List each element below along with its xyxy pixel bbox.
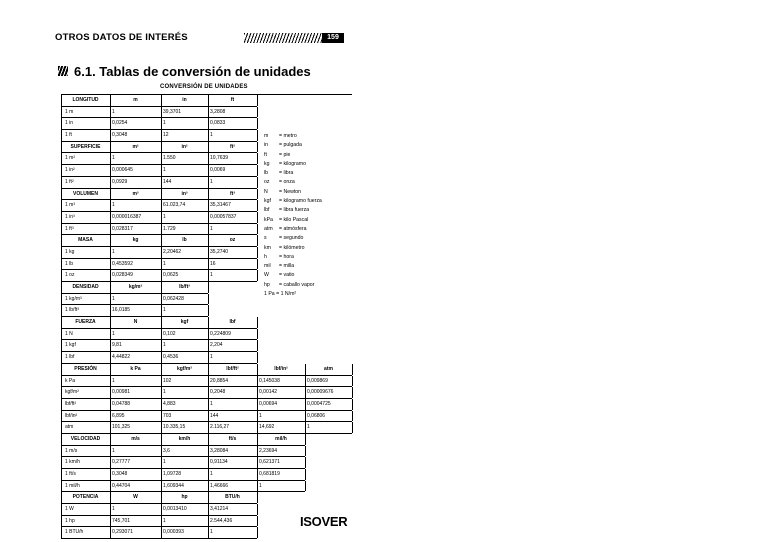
legend-definition: = pulgada	[279, 142, 302, 149]
cell-value: 0,3048	[112, 471, 128, 477]
table-row	[61, 481, 305, 493]
cell-value: 10,7639	[210, 155, 229, 162]
legend-abbr: kPa	[264, 216, 273, 223]
row-unit: 1 in³	[65, 213, 75, 220]
cell-value: 1	[112, 447, 115, 454]
legend-item	[264, 188, 322, 197]
block-label: SUPERFICIE	[70, 143, 101, 150]
cell-value: 0,00981	[112, 389, 131, 396]
legend-item	[264, 234, 322, 243]
cell-value: 0,0004725	[307, 400, 331, 407]
cell-value: 1	[112, 506, 115, 513]
table-row	[61, 130, 257, 142]
cell-value: 1	[163, 167, 166, 174]
cell-value: 3,28084	[210, 447, 229, 454]
cell-value: 0,000645	[112, 167, 133, 174]
legend-definition: = hora	[279, 253, 294, 260]
legend-abbr: km	[264, 244, 271, 251]
cell-value: 12	[163, 132, 169, 139]
block-label: DENSIDAD	[72, 284, 99, 290]
cell-value: 0,0833	[210, 120, 226, 127]
row-unit: 1 m²	[65, 155, 75, 162]
cell-value: 4,44822	[112, 354, 131, 361]
column-header: ft	[230, 97, 235, 103]
cell-value: 1	[210, 225, 213, 232]
cell-value: 0,0929	[112, 178, 128, 185]
cell-value: 0,0625	[163, 272, 179, 279]
cell-value: 0,91134	[210, 459, 228, 466]
cell-value: 0,453592	[112, 260, 133, 267]
column-header: kg	[132, 237, 139, 244]
table-row	[61, 200, 257, 212]
table-header-row	[61, 142, 257, 154]
cell-value: 1	[163, 517, 166, 524]
cell-value: 2.544,436	[210, 517, 233, 524]
cell-value: 1	[259, 482, 262, 489]
legend-abbr: atm	[264, 225, 273, 232]
table-row	[61, 527, 257, 539]
cell-value: 1.550	[163, 155, 176, 162]
legend-item	[264, 253, 322, 262]
legend-abbr: kgf	[264, 198, 271, 205]
legend-abbr: kg	[264, 160, 270, 167]
row-unit: atm	[65, 424, 74, 431]
block-label: VELOCIDAD	[70, 435, 101, 442]
block-label: MASA	[78, 237, 93, 244]
cell-value: 35,2740	[210, 248, 229, 255]
legend-abbr: N	[264, 188, 268, 195]
row-unit: 1 ft³	[65, 225, 74, 232]
column-header: in	[182, 97, 187, 103]
cell-value: 14,692	[259, 424, 275, 431]
column-header: N	[133, 319, 138, 326]
row-unit: 1 kg/m³	[65, 295, 82, 302]
cell-value: 1	[112, 155, 115, 162]
cell-value: 6,895	[112, 412, 125, 419]
table-row	[61, 212, 257, 224]
legend-item	[264, 160, 322, 169]
cell-value: 0,145038	[259, 377, 280, 384]
cell-value: 16,0185	[112, 307, 131, 314]
page-number: 159	[322, 33, 344, 43]
column-header: hp	[181, 494, 188, 501]
legend-abbr: lb	[264, 170, 269, 177]
column-header: BTU/h	[225, 494, 240, 501]
row-unit: 1 in	[65, 120, 74, 127]
legend-definition: = onza	[279, 179, 295, 186]
isover-logo: ISOVER	[300, 514, 348, 529]
column-header: oz	[229, 237, 236, 244]
legend-abbr: hp	[264, 281, 270, 288]
cell-value: 3,41214	[210, 506, 229, 513]
legend-abbr: 1 Pa = 1 N/m²	[264, 291, 297, 298]
cell-value: 1	[112, 295, 115, 302]
cell-value: 1	[112, 377, 115, 384]
cell-value: 1,609344	[163, 482, 184, 489]
legend-abbr: mil	[264, 263, 271, 270]
cell-value: 1	[210, 354, 213, 361]
legend-item	[264, 206, 322, 215]
column-header: lbf	[229, 319, 236, 326]
cell-value: 1	[163, 342, 166, 349]
legend-definition: = segundo	[279, 235, 304, 242]
column-header: ft²	[230, 143, 235, 150]
legend-definition: = libra fuerza	[279, 207, 310, 214]
legend-abbr: h	[264, 253, 267, 260]
cell-value: 1	[112, 330, 115, 337]
legend-item	[264, 216, 322, 225]
table-row	[61, 270, 257, 282]
table-row	[61, 504, 257, 516]
cell-value: 1	[210, 529, 213, 536]
row-unit: 1 BTU/h	[65, 529, 84, 536]
legend-abbr: oz	[264, 179, 270, 186]
legend-abbr: in	[264, 142, 269, 149]
column-header: lb/ft³	[179, 284, 190, 290]
column-header: W	[133, 494, 138, 501]
cell-value: 0,00009676	[307, 389, 334, 396]
header-title: OTROS DATOS DE INTERÉS	[55, 32, 188, 43]
table-row	[61, 516, 257, 528]
table-header-row	[61, 282, 208, 294]
row-unit: 1 km/h	[65, 459, 81, 466]
cell-value: 1	[210, 400, 213, 407]
cell-value: 3,6	[163, 447, 170, 454]
legend-item	[264, 271, 322, 280]
row-unit: lbf/in²	[65, 412, 78, 419]
row-unit: 1 lb/ft³	[65, 307, 79, 314]
legend-item	[264, 169, 322, 178]
table-row	[61, 457, 305, 469]
units-legend	[264, 132, 322, 299]
legend-item	[264, 281, 322, 290]
cell-value: 1	[163, 213, 166, 220]
table-row	[61, 329, 257, 341]
cell-value: 10.335,15	[163, 424, 186, 431]
cell-value: 0,06806	[307, 412, 326, 419]
cell-value: 0,009869	[307, 377, 328, 384]
legend-item	[264, 262, 322, 271]
block-label: LONGITUD	[72, 97, 99, 103]
column-header: in³	[181, 190, 188, 197]
row-unit: 1 ft/s	[65, 471, 76, 477]
cell-value: 4,883	[163, 400, 176, 407]
row-unit: 1 m³	[65, 202, 75, 209]
cell-value: 1	[210, 132, 213, 139]
table-row	[61, 469, 305, 481]
cell-value: 1	[163, 459, 166, 466]
block-label: VOLUMEN	[73, 190, 98, 197]
table-header-row	[61, 364, 352, 376]
section-marker-icon	[58, 66, 68, 76]
column-header: mil/h	[275, 435, 287, 442]
cell-value: 39,3701	[163, 108, 182, 115]
legend-definition: = kilogramo	[279, 160, 306, 167]
cell-value: 1.729	[163, 225, 176, 232]
cell-value: 0,0254	[112, 120, 128, 127]
cell-value: 1	[163, 260, 166, 267]
cell-value: 0,4536	[163, 354, 179, 361]
cell-value: 2,20462	[163, 248, 182, 255]
legend-item	[264, 141, 322, 150]
table-header-row	[61, 434, 305, 446]
block-label: FUERZA	[75, 319, 96, 326]
cell-value: 745,701	[112, 517, 131, 524]
legend-abbr: s	[264, 235, 267, 242]
cell-value: 0,2048	[210, 389, 226, 396]
column-header: k Pa	[130, 365, 141, 372]
column-header: m	[133, 97, 138, 103]
table-row	[61, 165, 257, 177]
legend-item	[264, 290, 322, 299]
cell-value: 1,46666	[210, 482, 229, 489]
table-row	[61, 399, 352, 411]
row-unit: 1 W	[65, 506, 74, 513]
row-unit: 1 mil/h	[65, 482, 80, 489]
table-row	[61, 153, 257, 165]
column-header: kg/m³	[128, 284, 143, 290]
cell-value: 0,102	[163, 330, 176, 337]
cell-value: 1	[112, 108, 115, 115]
cell-value: 35,31467	[210, 202, 231, 209]
cell-value: 2.116,27	[210, 424, 230, 431]
legend-definition: = vatio	[279, 272, 295, 279]
cell-value: 0,062428	[163, 295, 184, 302]
cell-value: 1	[163, 389, 166, 396]
table-header-row	[61, 95, 257, 107]
legend-definition: = kilómetro	[279, 244, 305, 251]
table-header-row	[61, 189, 257, 201]
block-label: POTENCIA	[72, 494, 99, 501]
table-row	[61, 387, 352, 399]
row-unit: 1 ft²	[65, 178, 74, 185]
table-row	[61, 352, 257, 364]
table-title: CONVERSIÓN DE UNIDADES	[160, 84, 248, 90]
cell-value: 1,09728	[163, 471, 182, 477]
legend-item	[264, 197, 322, 206]
table-row	[61, 422, 352, 434]
column-header: ft³	[230, 190, 235, 197]
legend-item	[264, 225, 322, 234]
cell-value: 102	[163, 377, 172, 384]
row-unit: 1 in²	[65, 167, 75, 174]
row-unit: 1 m	[65, 108, 74, 115]
cell-value: 1	[112, 202, 115, 209]
row-unit: 1 lb	[65, 260, 74, 267]
cell-value: 0,00142	[259, 389, 278, 396]
table-row	[61, 340, 257, 352]
cell-value: 61.023,74	[163, 202, 186, 209]
legend-definition: = kilogramo fuerza	[279, 198, 322, 205]
cell-value: 0,224809	[210, 330, 231, 337]
column-header: kgf/m²	[177, 365, 192, 372]
cell-value: 0,00057837	[210, 213, 237, 220]
table-row	[61, 118, 257, 130]
header-hatch-decoration	[244, 33, 322, 43]
table-row	[61, 376, 352, 388]
table-row	[61, 411, 352, 423]
block-label: PRESIÓN	[74, 365, 97, 372]
cell-value: 9,81	[112, 342, 122, 349]
legend-definition: = Newton	[279, 188, 302, 195]
legend-definition: = libra	[279, 170, 294, 177]
cell-value: 0,44704	[112, 482, 131, 489]
cell-value: 1	[210, 272, 213, 279]
column-header: in²	[181, 143, 188, 150]
column-header: lbf/ft²	[226, 365, 239, 372]
column-header: m³	[132, 190, 139, 197]
cell-value: 0,293071	[112, 529, 133, 536]
cell-value: 0,00694	[259, 400, 278, 407]
table-row	[61, 107, 257, 119]
legend-item	[264, 178, 322, 187]
cell-value: 0,000393	[163, 529, 184, 536]
cell-value: 1	[112, 248, 115, 255]
legend-abbr: ft	[264, 151, 267, 158]
legend-abbr: lbf	[264, 207, 270, 214]
cell-value: 3,2808	[210, 108, 226, 115]
table-row	[61, 294, 208, 306]
legend-definition: = pie	[279, 151, 291, 158]
column-header: lbf/in²	[274, 365, 288, 372]
cell-value: 144	[163, 178, 172, 185]
column-header: ft/s	[228, 435, 237, 442]
cell-value: 2,23694	[259, 447, 278, 454]
column-header: m/s	[131, 435, 140, 442]
cell-value: 1	[210, 471, 213, 477]
legend-definition: = kilo Pascal	[279, 216, 309, 223]
row-unit: 1 m/s	[65, 447, 78, 454]
row-unit: k Pa	[65, 377, 76, 384]
cell-value: 0,028349	[112, 272, 133, 279]
cell-value: 1	[259, 412, 262, 419]
legend-definition: = caballo vapor	[279, 281, 315, 288]
legend-item	[264, 132, 322, 141]
table-row	[61, 177, 257, 189]
cell-value: 0,3048	[112, 132, 128, 139]
table-row	[61, 247, 257, 259]
row-unit: 1 N	[65, 330, 73, 337]
column-header: kgf	[180, 319, 189, 326]
row-unit: 1 hp	[65, 517, 75, 524]
cell-value: 703	[163, 412, 172, 419]
legend-abbr: W	[264, 272, 269, 279]
column-header: m²	[132, 143, 139, 150]
cell-value: 0,04788	[112, 400, 131, 407]
cell-value: 101,325	[112, 424, 131, 431]
column-header: lb	[182, 237, 187, 244]
column-header: atm	[324, 365, 333, 372]
legend-item	[264, 244, 322, 253]
cell-value: 144	[210, 412, 219, 419]
cell-value: 0,0013410	[163, 506, 187, 513]
legend-item	[264, 151, 322, 160]
cell-value: 0,000016387	[112, 213, 142, 220]
cell-value: 0,621371	[259, 459, 280, 466]
table-row	[61, 305, 208, 317]
cell-value: 0,0069	[210, 167, 226, 174]
table-row	[61, 224, 257, 236]
row-unit: 1 lbf	[65, 354, 75, 361]
cell-value: 16	[210, 260, 216, 267]
legend-definition: = milla	[279, 263, 295, 270]
cell-value: 1	[210, 178, 213, 185]
cell-value: 1	[163, 120, 166, 127]
cell-value: 0,681819	[259, 471, 280, 477]
row-unit: lbf/ft²	[65, 400, 77, 407]
row-unit: 1 kg	[65, 248, 75, 255]
cell-value: 1	[163, 307, 166, 314]
legend-abbr: m	[264, 133, 269, 139]
cell-value: 0,27777	[112, 459, 131, 466]
table-row	[61, 446, 305, 458]
cell-value: 1	[307, 424, 310, 431]
row-unit: 1 kgf	[65, 342, 76, 349]
legend-definition: = atmósfera	[279, 225, 307, 232]
column-header: km/h	[178, 435, 191, 442]
cell-value: 0,028317	[112, 225, 133, 232]
table-header-row	[61, 317, 257, 329]
cell-value: 2,204	[210, 342, 223, 349]
row-unit: 1 ft	[65, 132, 72, 139]
row-unit: 1 oz	[65, 272, 75, 279]
table-header-row	[61, 235, 257, 247]
legend-definition: = metro	[279, 133, 297, 139]
cell-value: 20,8854	[210, 377, 229, 384]
row-unit: kgf/m²	[65, 389, 79, 396]
table-header-row	[61, 492, 257, 504]
section-title: 6.1. Tablas de conversión de unidades	[74, 64, 311, 79]
table-row	[61, 259, 257, 271]
